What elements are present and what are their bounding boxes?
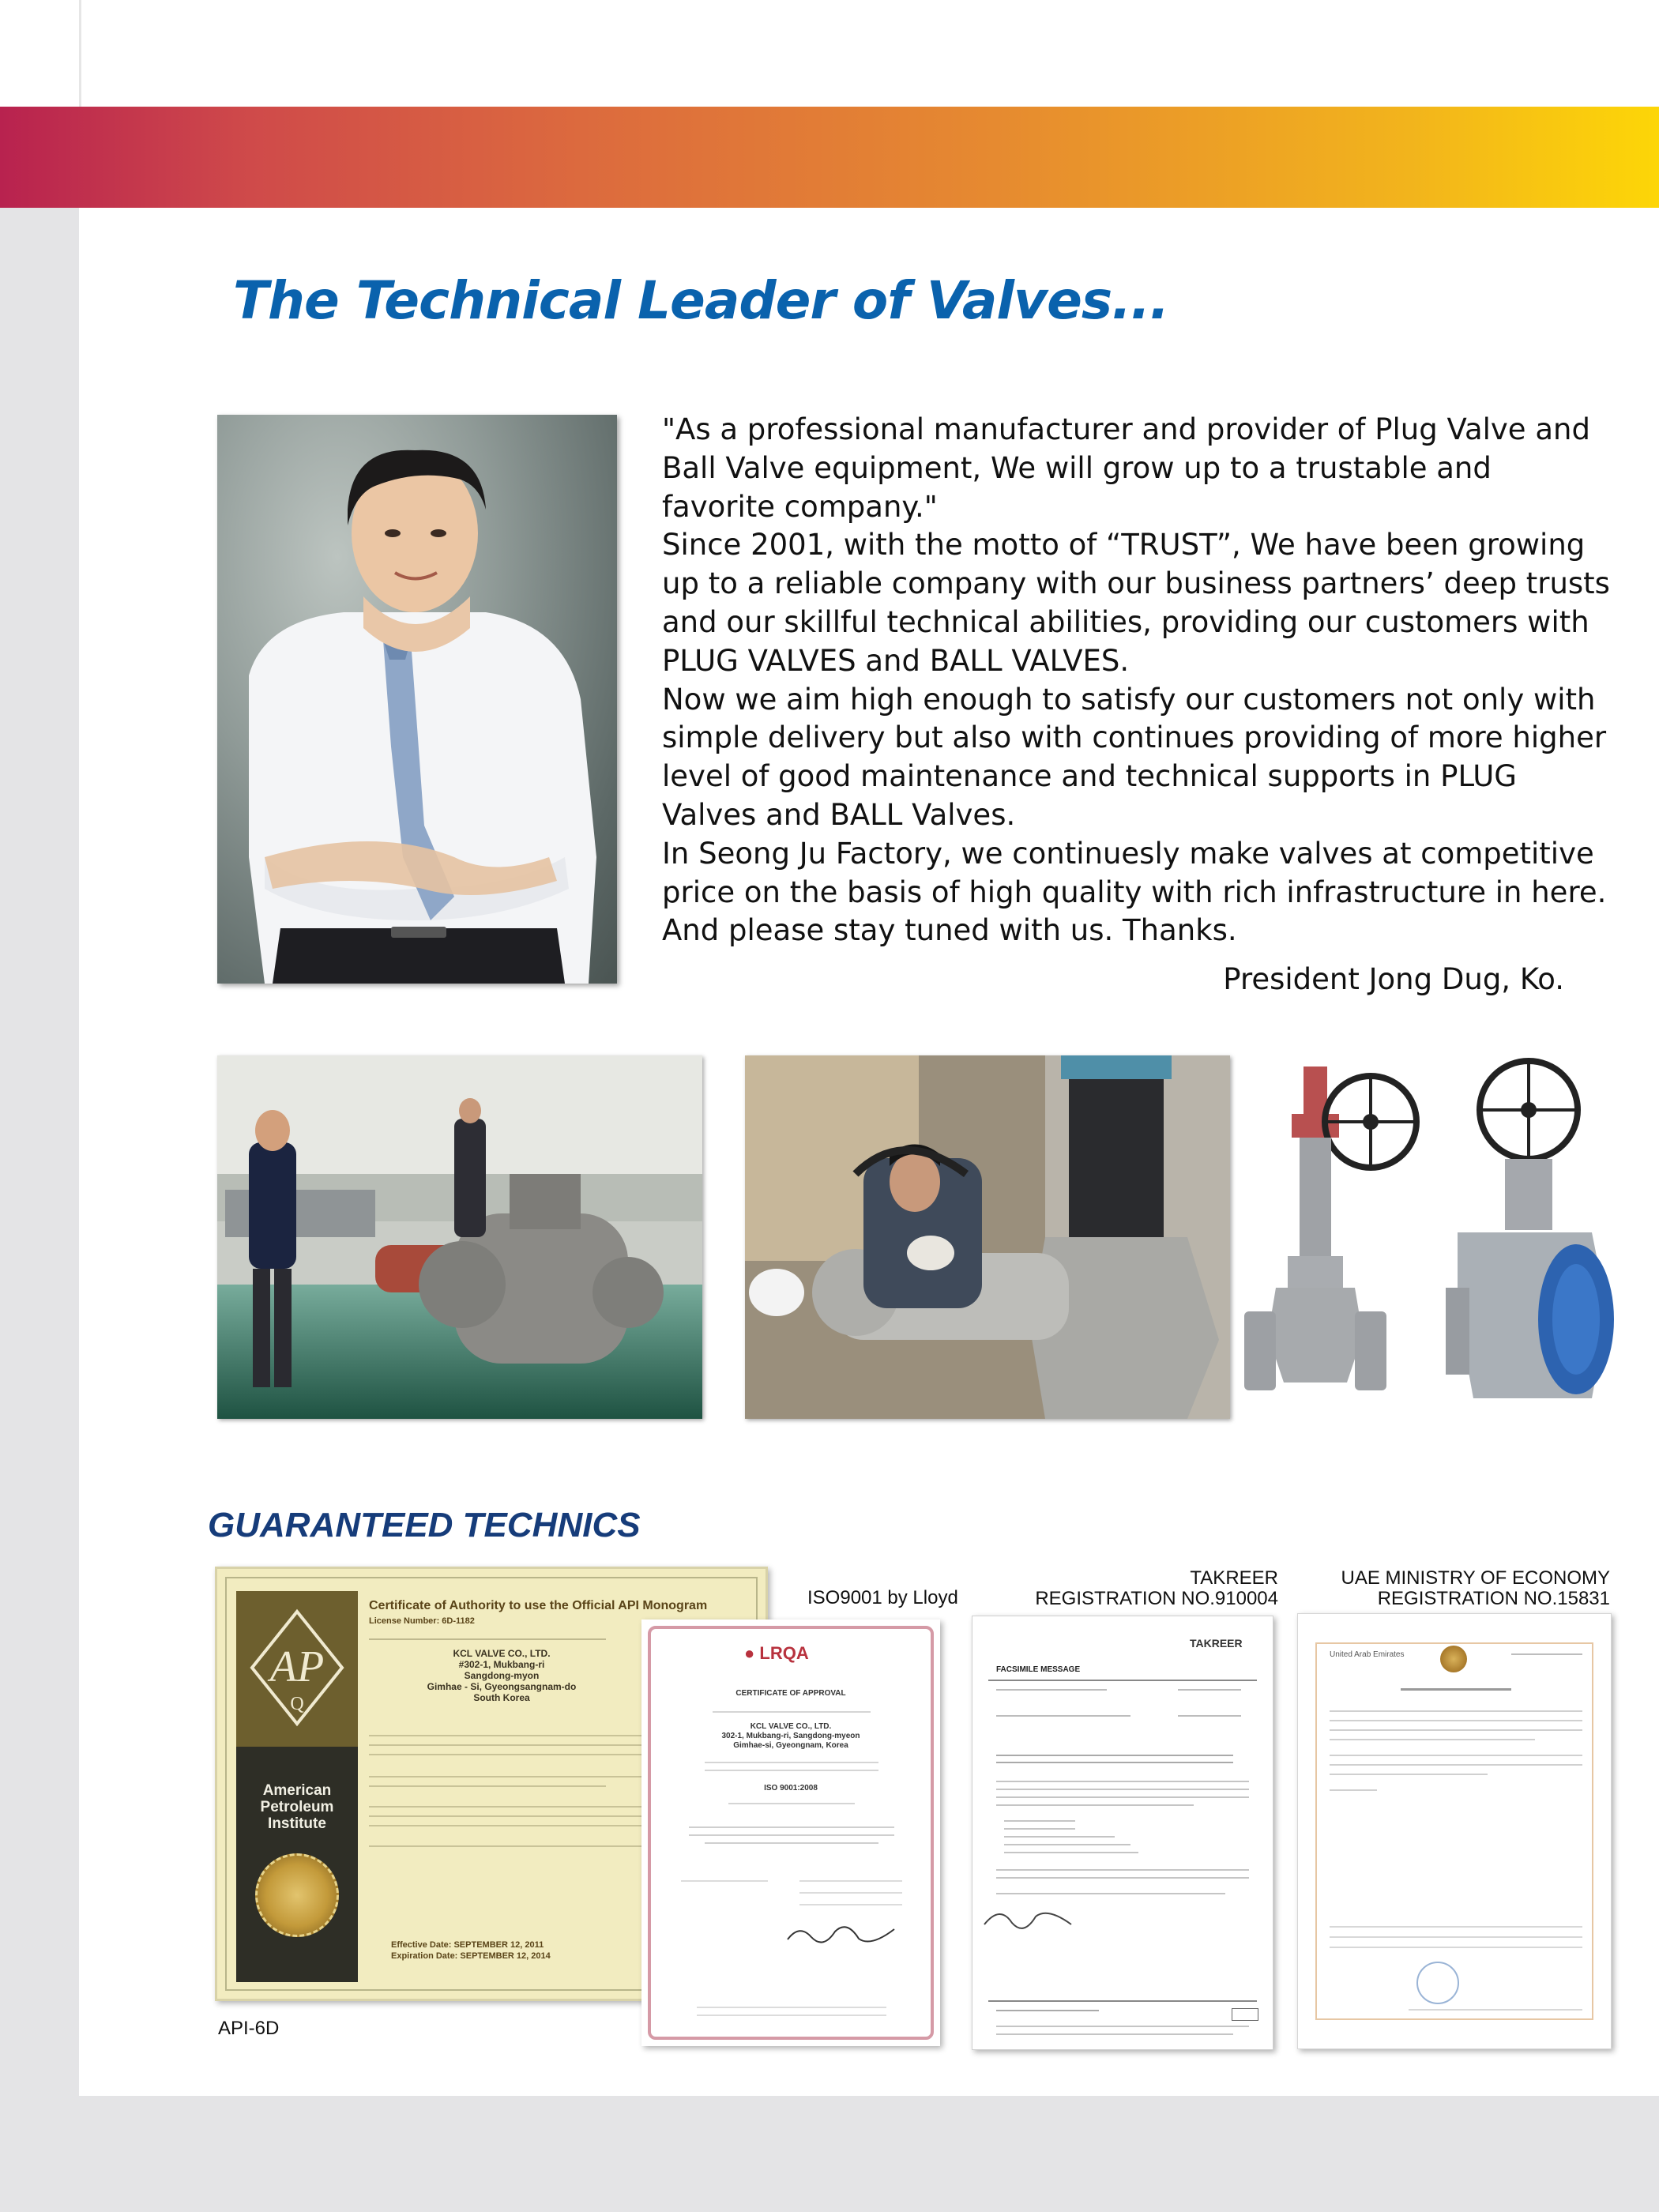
- uae-text-line: [1330, 1739, 1535, 1740]
- api-monogram-icon: [249, 1608, 345, 1727]
- uae-text-line: [1511, 1653, 1582, 1655]
- api-text-line: [369, 1638, 606, 1640]
- api-cert-company: [375, 1648, 628, 1703]
- takreer-logo: TAKREER: [1190, 1637, 1243, 1650]
- svg-text:Q: Q: [290, 1694, 304, 1714]
- uae-text-line: [1330, 1789, 1377, 1791]
- lrqa-text-line: [705, 1770, 878, 1771]
- lrqa-company-line: 302-1, Mukbang-ri, Sangdong-myeon: [721, 1732, 860, 1740]
- bottom-margin-strip: [0, 2096, 1659, 2212]
- caption-uae-line: REGISTRATION NO.15831: [1377, 1588, 1610, 1609]
- lrqa-standard: ISO 9001:2008: [764, 1784, 818, 1793]
- uae-text-line: [1409, 2009, 1582, 2011]
- factory-photo-workshop: [217, 1055, 702, 1419]
- president-signature: President Jong Dug, Ko.: [1223, 962, 1564, 996]
- president-portrait: [217, 415, 617, 984]
- fax-text-line: [1004, 1836, 1115, 1838]
- message-paragraph: In Seong Ju Factory, we continuesly make valves at competitive price on the basis of high quality with rich infrastructure in here. And please stay tuned with us. Thanks.: [662, 836, 1607, 948]
- uae-text-line: [1401, 1688, 1511, 1691]
- fax-text-line: [996, 1762, 1233, 1763]
- fax-text-line: [996, 1869, 1249, 1871]
- caption-takreer: [1011, 1568, 1278, 1609]
- uae-text-line: [1330, 1710, 1582, 1712]
- fax-text-line: [996, 1804, 1194, 1806]
- lrqa-text-line: [681, 1880, 768, 1882]
- fax-text-line: [996, 2010, 1099, 2011]
- api-effective-date: Effective Date: SEPTEMBER 12, 2011: [391, 1940, 544, 1950]
- api-text-line: [369, 1785, 606, 1787]
- fax-signature-icon: [980, 1901, 1075, 1940]
- api-company-line: South Korea: [473, 1692, 530, 1703]
- svg-text:AP: AP: [269, 1642, 325, 1691]
- uae-text-line: [1330, 1729, 1582, 1731]
- api-text-line: [369, 1845, 645, 1847]
- api-company-line: Gimhae - Si, Gyeongsangnam-do: [427, 1681, 577, 1692]
- uae-text-line: [1330, 1764, 1582, 1766]
- page-headline: The Technical Leader of Valves...: [233, 270, 1169, 331]
- lrqa-text-line: [705, 1762, 878, 1763]
- fax-text-line: [996, 2026, 1249, 2027]
- api-name-line: Petroleum: [260, 1799, 334, 1815]
- fax-text-line: [1004, 1844, 1130, 1845]
- lrqa-text-line: [799, 1904, 902, 1905]
- caption-takreer-line: REGISTRATION NO.910004: [1035, 1588, 1278, 1609]
- api-cert-license: License Number: 6D-1182: [369, 1616, 475, 1626]
- caption-uae: [1311, 1568, 1610, 1609]
- lrqa-logo-text: LRQA: [759, 1643, 809, 1663]
- fax-text-line: [996, 2033, 1233, 2035]
- uae-text-line: [1330, 1755, 1582, 1756]
- uae-emblem-icon: [1440, 1646, 1467, 1672]
- fax-text-line: [996, 1689, 1107, 1691]
- lrqa-text-line: [689, 1826, 894, 1828]
- api-cert-title: Certificate of Authority to use the Official API Monogram: [369, 1599, 708, 1612]
- api-text-line: [369, 1754, 669, 1755]
- message-paragraph: Now we aim high enough to satisfy our customers not only with simple delivery but also with continues providing of more higher level of good maintenance and technical supports in PLUG Valves and BALL Valves.: [662, 682, 1607, 832]
- top-margin: [0, 0, 1659, 107]
- uae-text-line: [1330, 1774, 1488, 1775]
- fax-title: FACSIMILE MESSAGE: [996, 1665, 1081, 1674]
- factory-photo-assembly: [745, 1055, 1230, 1419]
- president-message: [662, 411, 1610, 950]
- uae-text-line: [1330, 1936, 1582, 1938]
- uae-certificate: [1297, 1613, 1612, 2049]
- fax-text-line: [1178, 1715, 1241, 1717]
- lrqa-company-line: KCL VALVE CO., LTD.: [750, 1722, 832, 1731]
- lrqa-text-line: [697, 2007, 886, 2008]
- top-margin-rule: [79, 0, 81, 107]
- fax-text-line: [996, 1781, 1249, 1782]
- fax-text-line: [1178, 1689, 1241, 1691]
- section-title-guaranteed-technics: GUARANTEED TECHNICS: [208, 1506, 641, 1544]
- message-paragraph: Since 2001, with the motto of “TRUST”, We have been growing up to a reliable company with our business partners’ deep trusts and our skillful technical abilities, providing our customers with PLUG VALVES and BALL VALVES.: [662, 528, 1610, 678]
- fax-rule: [988, 1680, 1257, 1681]
- caption-iso: ISO9001 by Lloyd: [807, 1587, 958, 1608]
- uae-country-label: United Arab Emirates: [1330, 1650, 1405, 1659]
- api-name: [236, 1782, 358, 1832]
- lrqa-text-line: [697, 2014, 886, 2016]
- lrqa-company: [641, 1722, 940, 1751]
- api-company-line: Sangdong-myon: [464, 1670, 540, 1681]
- fax-text-line: [996, 1715, 1130, 1717]
- lrqa-certificate: [641, 1620, 940, 2046]
- fax-text-line: [996, 1893, 1225, 1894]
- message-paragraph: "As a professional manufacturer and provider of Plug Valve and Ball Valve equipment, We will grow up to a trustable and favorite company.": [662, 412, 1590, 524]
- lrqa-text-line: [713, 1711, 871, 1713]
- caption-api: API-6D: [218, 2018, 280, 2039]
- api-name-line: Institute: [268, 1815, 326, 1832]
- fax-text-line: [1004, 1828, 1075, 1830]
- fax-text-line: [1004, 1820, 1075, 1822]
- lrqa-text-line: [799, 1880, 902, 1882]
- lrqa-signature-icon: [784, 1920, 902, 1951]
- lrqa-text-line: [705, 1842, 878, 1844]
- api-seal-icon: [255, 1853, 339, 1937]
- takreer-facsimile: [972, 1616, 1273, 2050]
- fax-text-line: [996, 1755, 1233, 1756]
- gradient-banner: [0, 107, 1659, 208]
- api-name-line: American: [262, 1782, 332, 1799]
- api-company-line: KCL VALVE CO., LTD.: [453, 1648, 551, 1659]
- fax-text-line: [996, 1796, 1249, 1798]
- uae-text-line: [1330, 1947, 1582, 1948]
- lrqa-title: CERTIFICATE OF APPROVAL: [735, 1689, 846, 1698]
- caption-uae-line: UAE MINISTRY OF ECONOMY: [1341, 1567, 1610, 1589]
- uae-text-line: [1330, 1720, 1582, 1721]
- valve-products-photo: [1244, 1051, 1616, 1438]
- fax-page-box: [1232, 2008, 1258, 2021]
- fax-text-line: [996, 1789, 1249, 1790]
- uae-stamp-icon: [1416, 1962, 1459, 2004]
- lrqa-logo: ● LRQA: [744, 1643, 809, 1663]
- lrqa-company-line: Gimhae-si, Gyeongnam, Korea: [733, 1741, 848, 1750]
- fax-text-line: [996, 1877, 1249, 1879]
- lrqa-border: [648, 1626, 934, 2040]
- lrqa-text-line: [728, 1803, 855, 1804]
- lrqa-text-line: [689, 1834, 894, 1836]
- caption-takreer-line: TAKREER: [1190, 1567, 1278, 1589]
- api-expiration-date: Expiration Date: SEPTEMBER 12, 2014: [391, 1951, 551, 1961]
- fax-text-line: [1004, 1852, 1138, 1853]
- uae-border: [1315, 1642, 1593, 2020]
- api-company-line: #302-1, Mukbang-ri: [458, 1659, 545, 1670]
- fax-rule: [988, 2000, 1257, 2002]
- uae-text-line: [1330, 1926, 1582, 1928]
- lrqa-text-line: [799, 1892, 902, 1894]
- left-margin-strip: [0, 208, 79, 2096]
